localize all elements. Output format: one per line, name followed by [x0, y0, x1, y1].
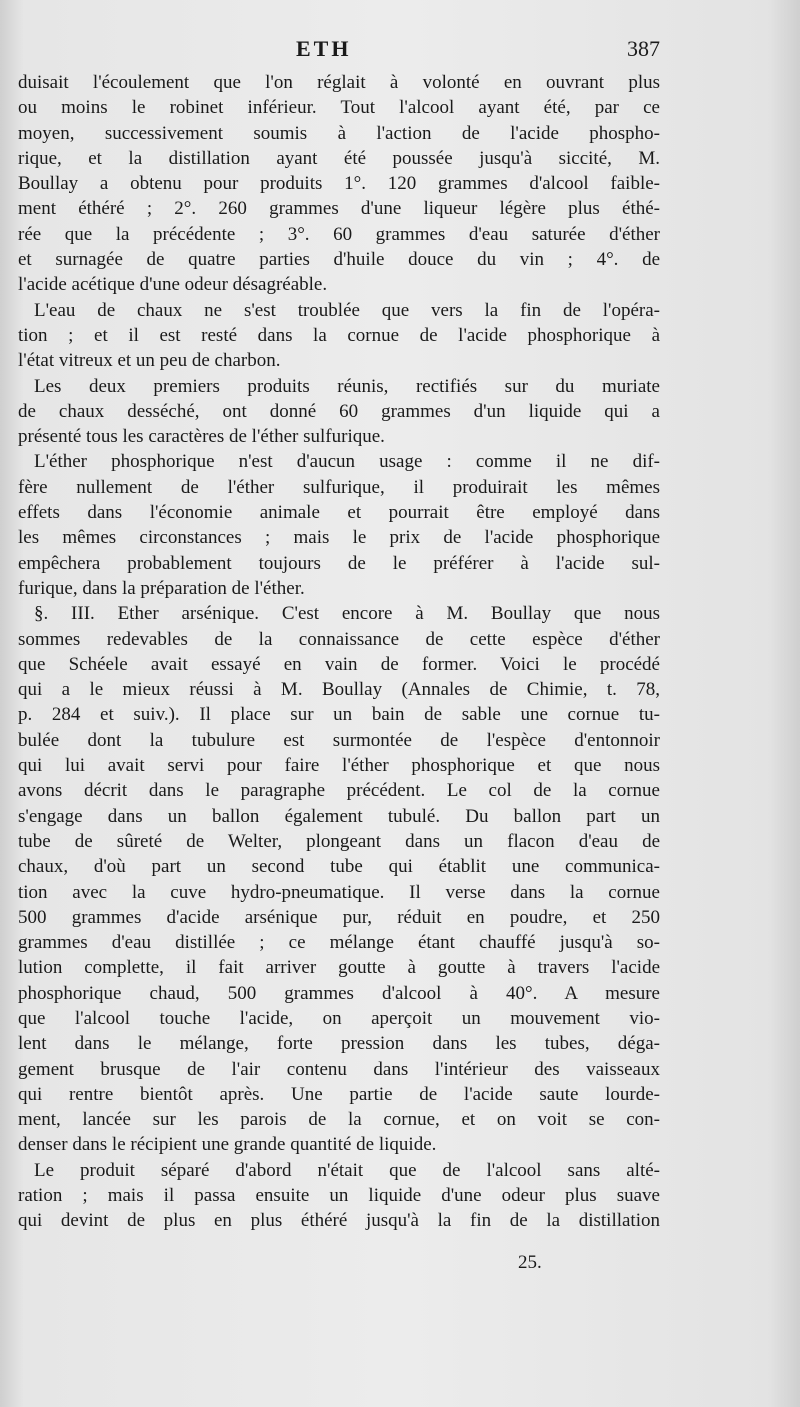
text-line: avons décrit dans le paragraphe précédent. Le col de la cornue — [18, 780, 660, 802]
text-line: L'éther phosphorique n'est d'aucun usage : comme il ne dif- — [34, 451, 660, 473]
page-number: 387 — [627, 36, 660, 61]
text-line: ment, lancée sur les parois de la cornue, et on voit se con- — [18, 1109, 660, 1131]
text-line: grammes d'eau distillée ; ce mélange étant chauffé jusqu'à so- — [18, 932, 660, 954]
text-line: §. III. Ether arsénique. C'est encore à M. Boullay que nous — [34, 603, 660, 625]
signature-mark: 25. — [518, 1252, 542, 1273]
body-text — [18, 70, 660, 1234]
text-line: l'état vitreux et un peu de charbon. — [18, 350, 281, 372]
text-line: Le produit séparé d'abord n'était que de l'alcool sans alté- — [34, 1159, 660, 1181]
text-line: ment éthéré ; 2°. 260 grammes d'une liqueur légère plus éthé- — [18, 198, 660, 220]
text-line: Boullay a obtenu pour produits 1°. 120 grammes d'alcool faible- — [18, 173, 660, 195]
text-line: tion avec la cuve hydro-pneumatique. Il verse dans la cornue — [18, 881, 660, 903]
text-line: rique, et la distillation ayant été poussée jusqu'à siccité, M. — [18, 147, 660, 169]
text-line: furique, dans la préparation de l'éther. — [18, 577, 305, 599]
text-line: moyen, successivement soumis à l'action de l'acide phospho- — [18, 122, 660, 144]
text-line: tion ; et il est resté dans la cornue de l'acide phosphorique à — [18, 324, 660, 346]
text-line: rée que la précédente ; 3°. 60 grammes d'eau saturée d'éther — [18, 223, 660, 245]
text-line: lent dans le mélange, forte pression dans les tubes, déga- — [18, 1033, 660, 1055]
text-line: denser dans le récipient une grande quantité de liquide. — [18, 1134, 437, 1156]
text-line: s'engage dans un ballon également tubulé. Du ballon part un — [18, 805, 660, 827]
text-line: qui lui avait servi pour faire l'éther phosphorique et que nous — [18, 755, 660, 777]
text-line: que l'alcool touche l'acide, on aperçoit un mouvement vio- — [18, 1007, 660, 1029]
text-line: gement brusque de l'air contenu dans l'intérieur des vaisseaux — [18, 1058, 660, 1080]
text-line: chaux, d'où part un second tube qui établit une communica- — [18, 856, 660, 878]
text-line: qui rentre bientôt après. Une partie de l'acide saute lourde- — [18, 1083, 660, 1105]
running-head: ETH — [296, 36, 352, 61]
text-line: ou moins le robinet inférieur. Tout l'alcool ayant été, par ce — [18, 97, 660, 119]
text-line: et surnagée de quatre parties d'huile douce du vin ; 4°. de — [18, 249, 660, 271]
text-line: qui a le mieux réussi à M. Boullay (Annales de Chimie, t. 78, — [18, 679, 660, 701]
text-line: L'eau de chaux ne s'est troublée que vers la fin de l'opéra- — [34, 299, 660, 321]
text-line: qui devint de plus en plus éthéré jusqu'à la fin de la distillation — [18, 1210, 660, 1232]
text-line: présenté tous les caractères de l'éther sulfurique. — [18, 426, 385, 448]
text-line: ration ; mais il passa ensuite un liquide d'une odeur plus suave — [18, 1185, 660, 1207]
text-line: Les deux premiers produits réunis, rectifiés sur du muriate — [34, 375, 660, 397]
text-line: bulée dont la tubulure est surmontée de l'espèce d'entonnoir — [18, 729, 660, 751]
text-line: que Schéele avait essayé en vain de former. Voici le procédé — [18, 653, 660, 675]
text-line: fère nullement de l'éther sulfurique, il produirait les mêmes — [18, 476, 660, 498]
text-line: lution complette, il fait arriver goutte à goutte à travers l'acide — [18, 957, 660, 979]
text-line: de chaux desséché, ont donné 60 grammes d'un liquide qui a — [18, 400, 660, 422]
text-line: empêchera probablement toujours de le préférer à l'acide sul- — [18, 552, 660, 574]
page-header — [0, 36, 800, 66]
text-line: effets dans l'économie animale et pourrait être employé dans — [18, 502, 660, 524]
text-line: p. 284 et suiv.). Il place sur un bain de sable une cornue tu- — [18, 704, 660, 726]
text-line: sommes redevables de la connaissance de cette espèce d'éther — [18, 628, 660, 650]
text-line: phosphorique chaud, 500 grammes d'alcool à 40°. A mesure — [18, 982, 660, 1004]
text-line: tube de sûreté de Welter, plongeant dans un flacon d'eau de — [18, 830, 660, 852]
text-line: les mêmes circonstances ; mais le prix de l'acide phosphorique — [18, 527, 660, 549]
text-line: l'acide acétique d'une odeur désagréable. — [18, 274, 328, 296]
text-line: 500 grammes d'acide arsénique pur, réduit en poudre, et 250 — [18, 906, 660, 928]
text-line: duisait l'écoulement que l'on réglait à volonté en ouvrant plus — [18, 72, 660, 93]
